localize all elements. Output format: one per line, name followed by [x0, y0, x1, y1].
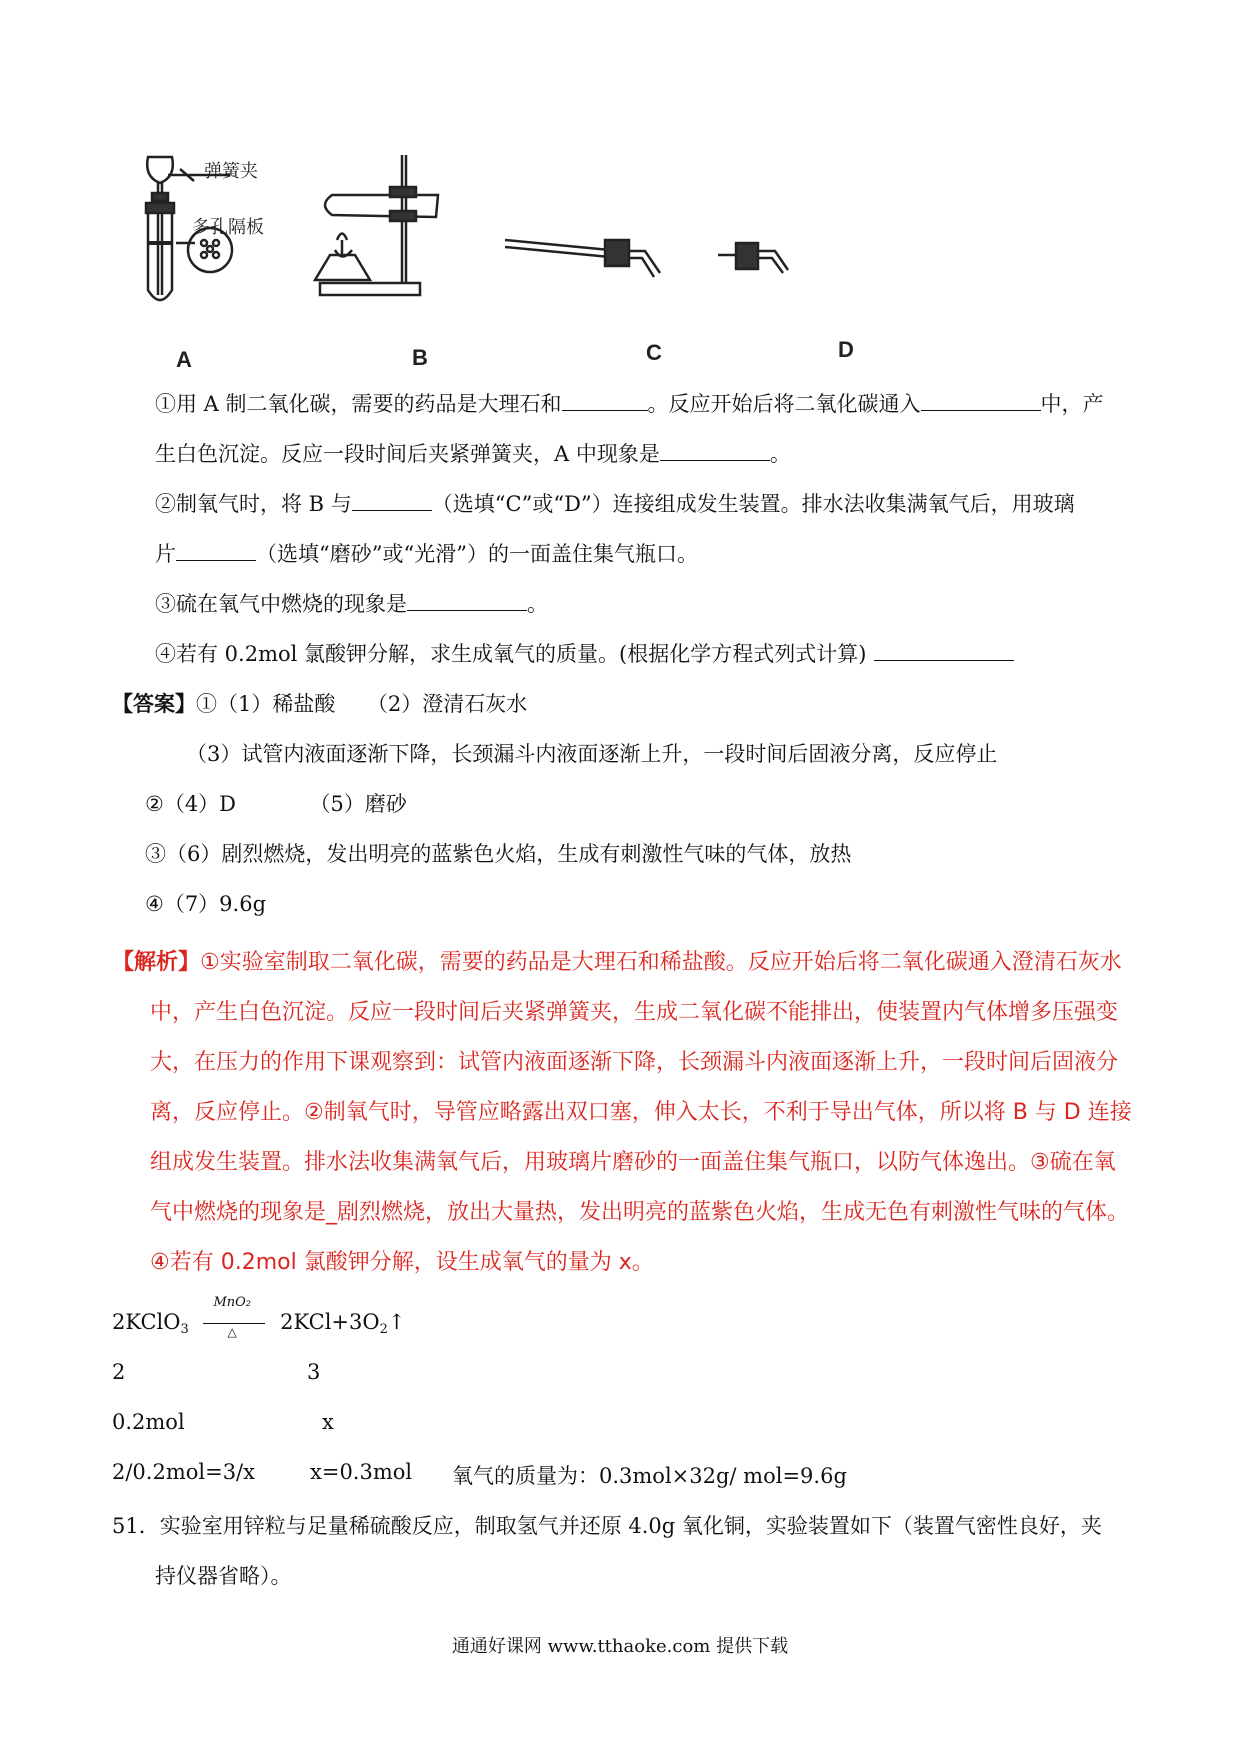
answer-line-5: ④（7）9.6g	[145, 892, 267, 916]
answer-heading: 【答案】	[112, 691, 196, 716]
equation-amounts: 0.2mol x	[112, 1410, 334, 1434]
apparatus-figure	[140, 155, 920, 375]
answer-blank	[874, 638, 1014, 661]
equation-solution: 2/0.2mol=3/x x=0.3mol 氧气的质量为：0.3mol×32g/ mol=9.6g	[112, 1460, 847, 1488]
answer-line-3: ②（4）D （5）磨砂	[145, 792, 407, 816]
funnel-icon	[147, 157, 173, 183]
answer-line-2: （3）试管内液面逐渐下降，长颈漏斗内液面逐渐上升，一段时间后固液分离，反应停止	[186, 742, 998, 766]
analysis-heading: 【解析】	[112, 950, 201, 975]
answer-blank	[660, 438, 770, 461]
question-line: ①用 A 制二氧化碳，需要的药品是大理石和 。反应开始后将二氧化碳通入 中，产	[155, 388, 1104, 419]
analysis-line: 离，反应停止。②制氧气时，导管应略露出双口塞，伸入太长，不利于导出气体，所以将 B 与 D 连接	[150, 1100, 1132, 1125]
question-line: ②制氧气时，将 B 与 （选填“C”或“D”）连接组成发生装置。排水法收集满氧气后，用玻璃	[155, 488, 1075, 519]
answer-blank	[176, 538, 256, 561]
equation-coefficients: 2 3	[112, 1360, 321, 1384]
answer-line-1: 【答案】①（1）稀盐酸 （2）澄清石灰水	[112, 691, 528, 716]
question-line: ④若有 0.2mol 氯酸钾分解，求生成氧气的质量。(根据化学方程式列式计算)	[155, 638, 1014, 669]
reaction-condition: MnO₂ △	[203, 1313, 265, 1335]
page-footer: 通通好课网 www.tthaoke.com 提供下载	[451, 1636, 789, 1657]
answer-blank	[562, 388, 648, 411]
apparatus-drawing	[140, 155, 920, 375]
chemical-equation: 2KClO$_3$ MnO₂ △ $2KCl+3O_2↑$	[112, 1294, 406, 1339]
question-line: ③硫在氧气中燃烧的现象是 。	[155, 588, 548, 619]
question-51-line-1: 51．实验室用锌粒与足量稀硫酸反应，制取氢气并还原 4.0g 氧化铜，实验装置如下（装置气密性良好，夹	[112, 1514, 1102, 1538]
analysis-line: 大，在压力的作用下课观察到：试管内液面逐渐下降，长颈漏斗内液面逐渐上升，一段时间后固液分	[150, 1050, 1119, 1075]
question-line: 生白色沉淀。反应一段时间后夹紧弹簧夹，A 中现象是 。	[155, 438, 791, 469]
answer-blank	[352, 488, 432, 511]
porous-plate-annotation: 多孔隔板	[192, 217, 264, 238]
analysis-line: ④若有 0.2mol 氯酸钾分解，设生成氧气的量为 x。	[150, 1250, 654, 1275]
answer-line-4: ③（6）剧烈燃烧，发出明亮的蓝紫色火焰，生成有刺激性气味的气体，放热	[145, 842, 852, 866]
figure-label-b: B	[412, 345, 428, 370]
figure-label-c: C	[646, 340, 662, 365]
answer-blank	[407, 588, 527, 611]
question-51-line-2: 持仪器省略）。	[155, 1564, 292, 1588]
figure-label-a: A	[176, 347, 192, 372]
analysis-line: 中，产生白色沉淀。反应一段时间后夹紧弹簧夹，生成二氧化碳不能排出，使装置内气体增多压强变	[150, 1000, 1119, 1025]
figure-label-d: D	[838, 337, 854, 362]
question-line: 片 （选填“磨砂”或“光滑”）的一面盖住集气瓶口。	[155, 538, 698, 569]
answer-blank	[921, 388, 1041, 411]
analysis-line: 气中燃烧的现象是_剧烈燃烧，放出大量热，发出明亮的蓝紫色火焰，生成无色有刺激性气味的气体。	[150, 1200, 1130, 1225]
analysis-line: 【解析】①实验室制取二氧化碳，需要的药品是大理石和稀盐酸。反应开始后将二氧化碳通入澄清石灰水	[112, 950, 1122, 975]
analysis-line: 组成发生装置。排水法收集满氧气后，用玻璃片磨砂的一面盖住集气瓶口，以防气体逸出。③硫在氧	[150, 1150, 1116, 1175]
spring-clip-annotation: 弹簧夹	[204, 161, 258, 182]
